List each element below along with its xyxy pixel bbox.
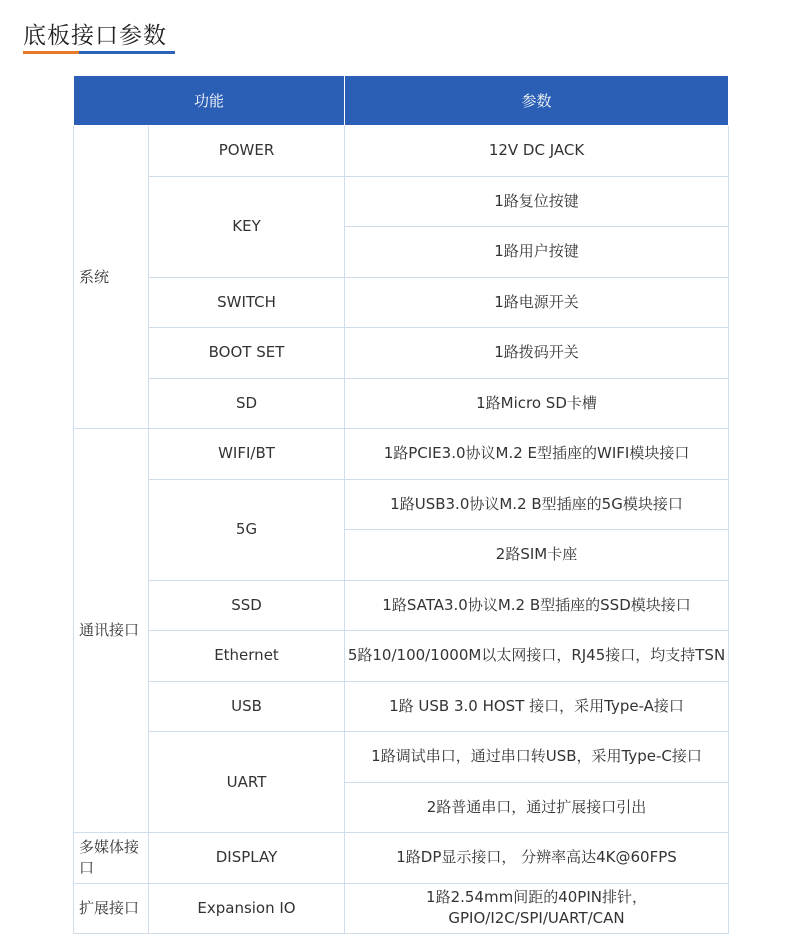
table-header-row: [74, 76, 729, 126]
function-cell-5g: 5G: [149, 479, 345, 580]
param-cell: 5路10/100/1000M以太网接口，RJ45接口，均支持TSN: [345, 631, 729, 682]
param-cell: 2路SIM卡座: [345, 530, 729, 581]
function-cell-ssd: SSD: [149, 580, 345, 631]
spec-table: [73, 75, 729, 934]
param-cell: 1路SATA3.0协议M.2 B型插座的SSD模块接口: [345, 580, 729, 631]
title-underline: [23, 51, 175, 54]
param-cell: 1路DP显示接口， 分辨率高达4K@60FPS: [345, 833, 729, 884]
table-row: [74, 126, 729, 177]
header-function: 功能: [74, 76, 345, 126]
table-row: [74, 732, 729, 783]
table-row: [74, 328, 729, 379]
table-row: [74, 833, 729, 884]
category-cell-system: 系统: [74, 126, 149, 429]
function-cell-display: DISPLAY: [149, 833, 345, 884]
function-cell-bootset: BOOT SET: [149, 328, 345, 379]
section-heading: [23, 20, 167, 52]
function-cell-uart: UART: [149, 732, 345, 833]
function-cell-ethernet: Ethernet: [149, 631, 345, 682]
param-cell: 12V DC JACK: [345, 126, 729, 177]
table-row: [74, 429, 729, 480]
param-cell: 1路调试串口，通过串口转USB，采用Type-C接口: [345, 732, 729, 783]
param-cell: 1路用户按键: [345, 227, 729, 278]
table-row: [74, 883, 729, 934]
header-param: 参数: [345, 76, 729, 126]
param-cell: 2路普通串口，通过扩展接口引出: [345, 782, 729, 833]
table-row: [74, 681, 729, 732]
table-row: [74, 277, 729, 328]
function-cell-switch: SWITCH: [149, 277, 345, 328]
table-row: [74, 378, 729, 429]
category-cell-media: 多媒体接口: [74, 833, 149, 884]
param-cell: 1路USB3.0协议M.2 B型插座的5G模块接口: [345, 479, 729, 530]
param-cell: 1路电源开关: [345, 277, 729, 328]
param-cell: 1路 USB 3.0 HOST 接口，采用Type-A接口: [345, 681, 729, 732]
function-cell-key: KEY: [149, 176, 345, 277]
function-cell-expansion: Expansion IO: [149, 883, 345, 934]
param-cell: 1路拨码开关: [345, 328, 729, 379]
table-row: [74, 479, 729, 530]
table-row: [74, 176, 729, 227]
function-cell-sd: SD: [149, 378, 345, 429]
function-cell-usb: USB: [149, 681, 345, 732]
table-row: [74, 580, 729, 631]
function-cell-power: POWER: [149, 126, 345, 177]
param-cell: 1路复位按键: [345, 176, 729, 227]
table-row: [74, 631, 729, 682]
category-cell-expand: 扩展接口: [74, 883, 149, 934]
param-cell: 1路PCIE3.0协议M.2 E型插座的WIFI模块接口: [345, 429, 729, 480]
category-cell-comm: 通讯接口: [74, 429, 149, 833]
page-title: 底板接口参数: [23, 23, 167, 49]
function-cell-wifi: WIFI/BT: [149, 429, 345, 480]
param-cell: 1路Micro SD卡槽: [345, 378, 729, 429]
param-cell: 1路2.54mm间距的40PIN排针，GPIO/I2C/SPI/UART/CAN: [345, 883, 729, 934]
